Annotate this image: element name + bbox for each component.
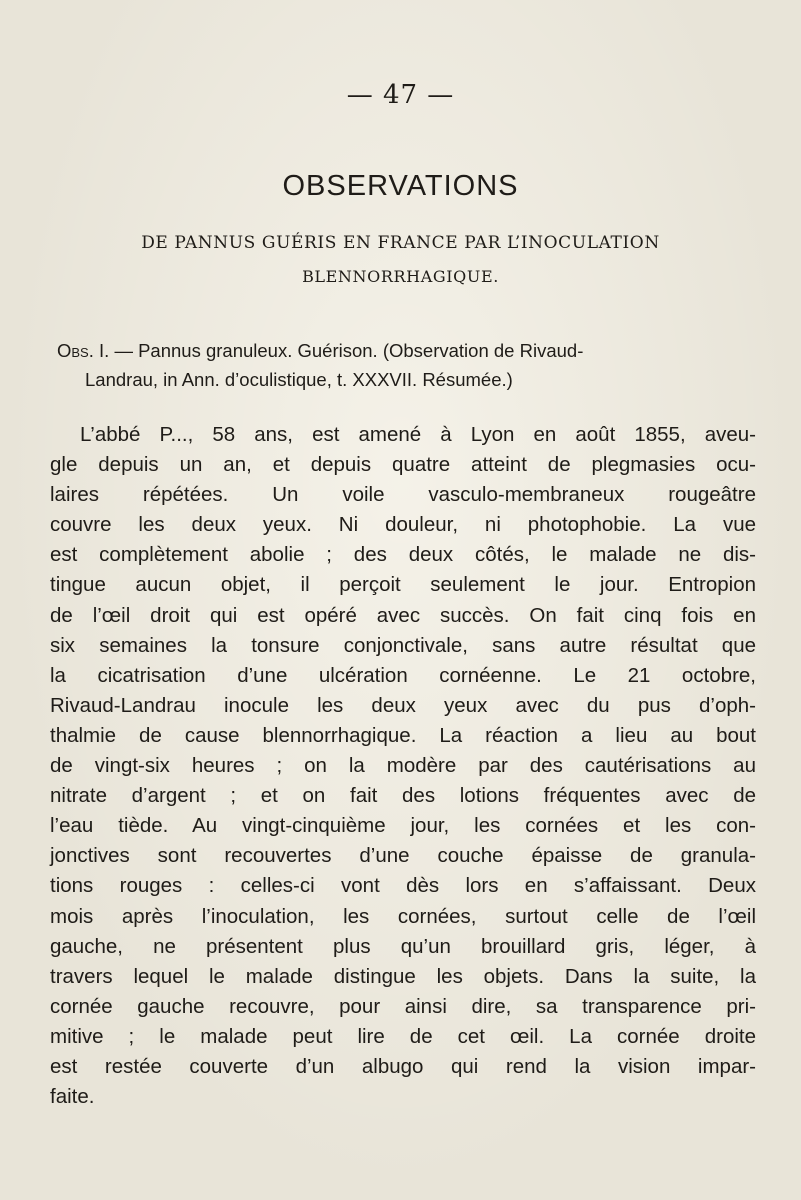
- subtitle-line-1: DE PANNUS GUÉRIS EN FRANCE PAR L’INOCULATION: [141, 233, 660, 253]
- body-line: travers lequel le malade distingue les objets. Dans la suite, la: [50, 964, 756, 988]
- body-line: laires répétées. Un voile vasculo-membraneux rougeâtre: [50, 483, 756, 507]
- body-line: est complètement abolie ; des deux côtés, le malade ne dis-: [50, 543, 756, 567]
- body-line: jonctives sont recouvertes d’une couche épaisse de granula-: [50, 844, 756, 868]
- section-title: OBSERVATIONS: [282, 170, 519, 202]
- body-line: tingue aucun objet, il perçoit seulement le jour. Entropion: [50, 573, 756, 597]
- body-line: mois après l’inoculation, les cornées, surtout celle de l’œil: [50, 904, 756, 928]
- observation-heading-line-1: [57, 336, 757, 365]
- body-line: de l’œil droit qui est opéré avec succès. On fait cinq fois en: [50, 603, 756, 627]
- body-line: gauche, ne présentent plus qu’un brouillard gris, léger, à: [50, 934, 756, 958]
- page-number: — 47 —: [346, 80, 455, 110]
- body-line: cornée gauche recouvre, pour ainsi dire, sa transparence pri-: [50, 994, 756, 1018]
- body-line: nitrate d’argent ; et on fait des lotions fréquentes avec de: [50, 784, 756, 808]
- body-line: est restée couverte d’un albugo qui rend la vision impar-: [50, 1054, 756, 1078]
- body-line: faite.: [50, 1085, 95, 1109]
- body-line: gle depuis un an, et depuis quatre atteint de plegmasies ocu-: [50, 453, 756, 477]
- observation-heading-line-2: Landrau, in Ann. d’oculistique, t. XXXVII. Résumée.): [85, 369, 513, 390]
- body-line: mitive ; le malade peut lire de cet œil. La cornée droite: [50, 1024, 756, 1048]
- body-line: thalmie de cause blennorrhagique. La réaction a lieu au bout: [50, 723, 756, 747]
- subtitle-line-2: BLENNORRHAGIQUE.: [302, 267, 499, 286]
- body-line: la cicatrisation d’une ulcération cornéenne. Le 21 octobre,: [50, 663, 756, 687]
- observation-body: [50, 420, 756, 1112]
- body-line: de vingt-six heures ; on la modère par des cautérisations au: [50, 754, 756, 778]
- body-line: tions rouges : celles-ci vont dès lors en s’affaissant. Deux: [50, 874, 756, 898]
- observation-heading: [57, 336, 757, 394]
- body-line: L’abbé P..., 58 ans, est amené à Lyon en août 1855, aveu-: [80, 423, 756, 446]
- observation-label: Obs. I.: [57, 340, 110, 361]
- body-line: couvre les deux yeux. Ni douleur, ni photophobie. La vue: [50, 513, 756, 537]
- body-line: Rivaud-Landrau inocule les deux yeux avec du pus d’oph-: [50, 693, 756, 717]
- observation-heading-text: — Pannus granuleux. Guérison. (Observation de Rivaud-: [114, 340, 584, 361]
- section-subtitle: [0, 229, 801, 291]
- body-line: l’eau tiède. Au vingt-cinquième jour, les cornées et les con-: [50, 814, 756, 838]
- body-line: six semaines la tonsure conjonctivale, sans autre résultat que: [50, 633, 756, 657]
